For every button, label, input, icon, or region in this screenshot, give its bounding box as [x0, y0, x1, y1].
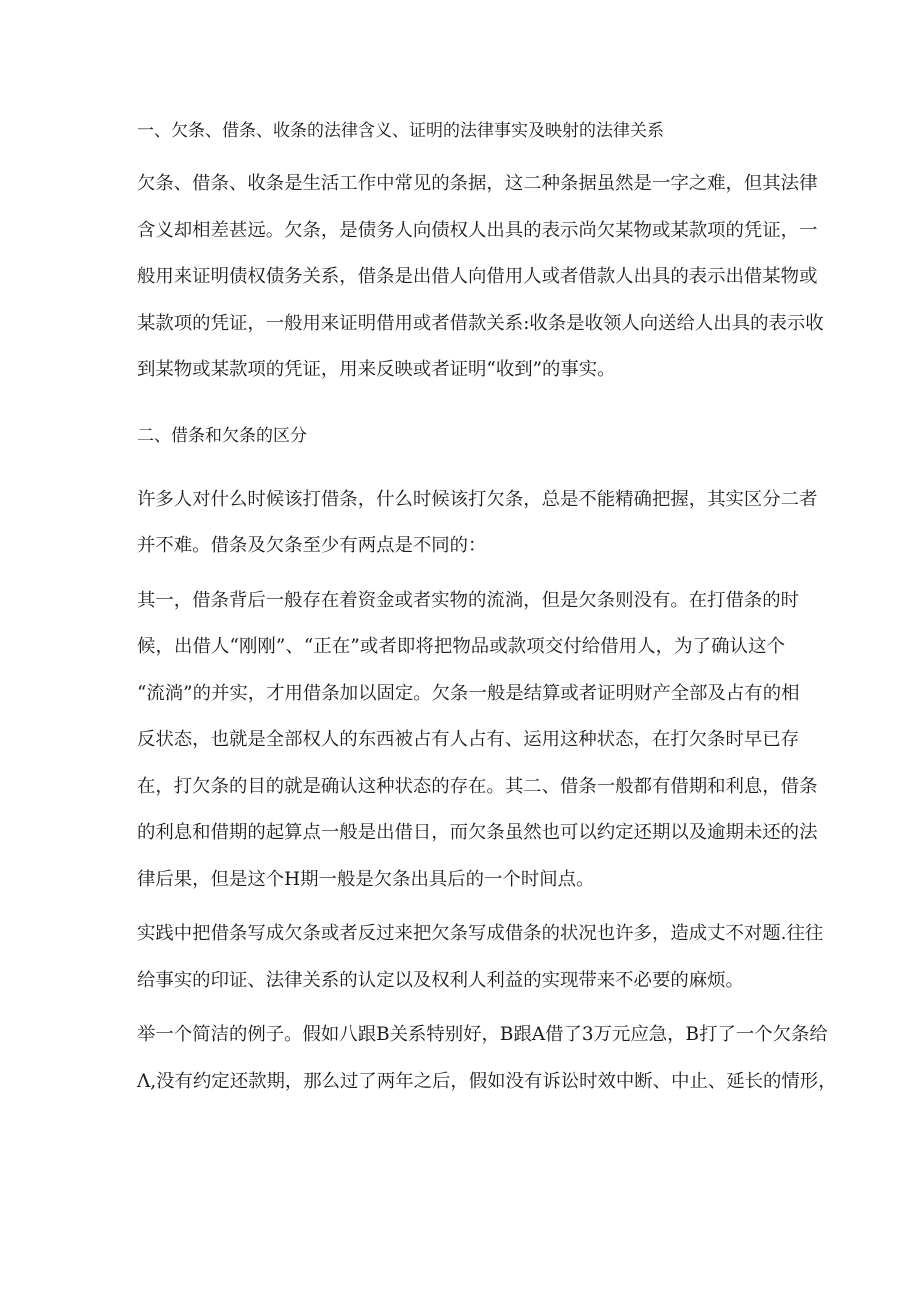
document-page: [137, 112, 837, 1105]
paragraph-definitions: [137, 161, 824, 394]
text-line: 实践中把借条写成欠条或者反过来把欠条写成借条的状况也许多，造成丈不对题.往往: [137, 923, 824, 944]
text-line: “流淌”的并实，才用借条加以固定。欠条一般是结算或者证明财产全部及占有的相: [137, 682, 800, 704]
text-line: 其一，借条背后一般存在着资金或者实物的流淌，但是欠条则没有。在打借条的时: [137, 589, 800, 611]
text-line: 举一个简洁的例子。假如八跟B关系特别好，B跟A借了3万元应急，B打了一个欠条给: [137, 1024, 828, 1045]
text-line: 律后果，但是这个H期一般是欠条出具后的一个时间点。: [137, 868, 595, 890]
text-line: 欠条、借条、收条是生活工作中常见的条据，这二种条据虽然是一字之难，但其法律: [137, 173, 818, 194]
paragraph-distinction-intro: [137, 477, 818, 570]
text-line: 到某物或某款项的凭证，用来反映或者证明“收到”的事实。: [137, 359, 616, 380]
text-line: 的利息和借期的起算点一般是出借日，而欠条虽然也可以约定还期以及逾期未还的法: [137, 822, 818, 843]
text-line: 反状态，也就是全部权人的东西被占有人占有、运用这种状态，在打欠条时早已存: [137, 729, 800, 750]
text-line: 许多人对什么时候该打借条，什么时候该打欠条，总是不能精确把握，其实区分二者: [137, 488, 818, 510]
text-line: 含义却相差甚远。欠条，是债务人向债权人出具的表示尚欠某物或某款项的凭证，一: [137, 219, 818, 241]
paragraph-example: [137, 1012, 837, 1105]
text-line: Λ,没有约定还款期，那么过了两年之后，假如没有诉讼时效中断、中止、延长的情形，: [137, 1070, 837, 1092]
paragraph-differences: [137, 578, 818, 904]
text-line: 并不难。借条及欠条至少有两点是不同的：: [137, 535, 487, 556]
text-line: 般用来证明债权债务关系，借条是出借人向借用人或者借款人出具的表示出借某物或: [137, 266, 818, 287]
text-line: 在，打欠条的目的就是确认这种状态的存在。其二、借条一般都有借期和利息，借条: [137, 775, 818, 797]
section-heading-2: 二、借条和欠条的区分: [137, 425, 307, 446]
text-line: 某款项的凭证，一般用来证明借用或者借款关系:收条是收领人向送给人出具的表示收: [137, 312, 824, 334]
section-heading-1: 一、欠条、借条、收条的法律含义、证明的法律事实及映射的法律关系: [137, 121, 664, 141]
paragraph-practice: [137, 911, 824, 1004]
text-line: 候，出借人“刚刚”、“正在”或者即将把物品或款项交付给借用人，为了确认这个: [137, 636, 785, 657]
text-line: 给事实的印证、法律关系的认定以及权利人利益的实现带来不必要的麻烦。: [137, 969, 744, 991]
